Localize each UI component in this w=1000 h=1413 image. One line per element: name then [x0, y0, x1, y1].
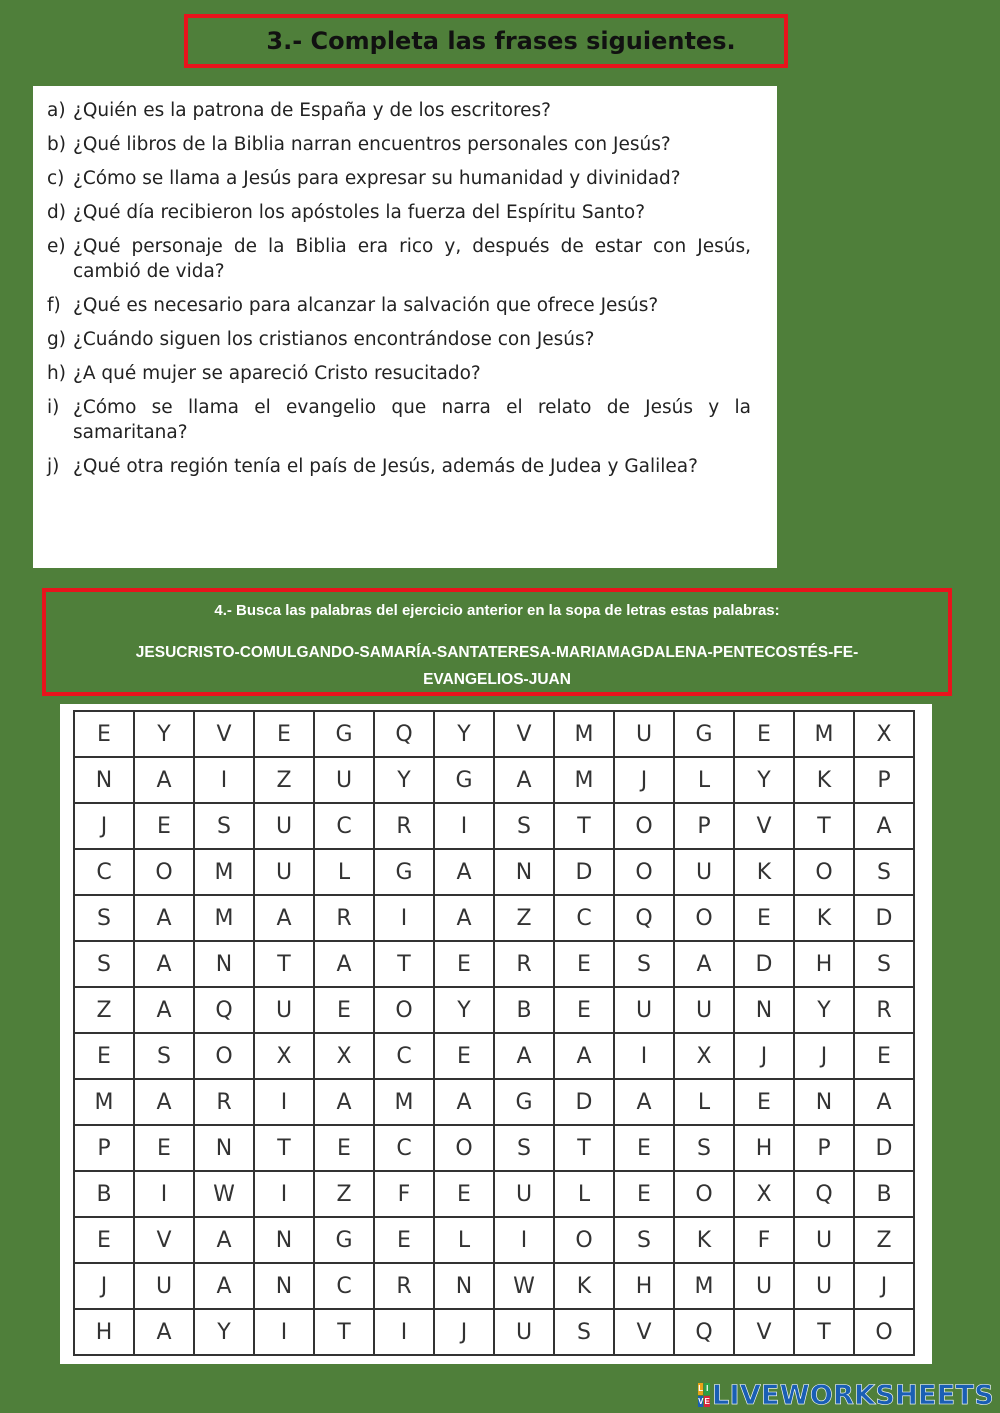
logo-mark-letter: V — [698, 1396, 704, 1406]
grid-cell[interactable]: A — [434, 895, 494, 941]
grid-cell[interactable]: I — [254, 1171, 314, 1217]
grid-cell[interactable]: J — [614, 757, 674, 803]
grid-cell[interactable]: T — [794, 803, 854, 849]
grid-cell[interactable]: W — [494, 1263, 554, 1309]
grid-cell[interactable]: S — [134, 1033, 194, 1079]
grid-cell[interactable]: O — [134, 849, 194, 895]
grid-cell[interactable]: E — [734, 1079, 794, 1125]
question-letter: h) — [47, 363, 66, 384]
grid-row — [74, 1217, 914, 1263]
grid-cell[interactable]: U — [314, 757, 374, 803]
grid-row — [74, 1263, 914, 1309]
grid-cell[interactable]: R — [374, 1263, 434, 1309]
grid-cell[interactable]: C — [374, 1033, 434, 1079]
grid-cell[interactable]: Y — [134, 711, 194, 757]
grid-cell[interactable]: A — [314, 1079, 374, 1125]
grid-cell[interactable]: N — [194, 1125, 254, 1171]
question-letter: c) — [47, 168, 65, 189]
grid-cell[interactable]: C — [314, 803, 374, 849]
question-item — [47, 98, 751, 123]
grid-cell[interactable]: L — [674, 757, 734, 803]
grid-cell[interactable]: E — [434, 1171, 494, 1217]
grid-cell[interactable]: E — [74, 1217, 134, 1263]
grid-cell[interactable]: V — [194, 711, 254, 757]
question-text: ¿Quién es la patrona de España y de los escritores? — [73, 100, 552, 121]
grid-cell[interactable]: V — [734, 803, 794, 849]
grid-cell[interactable]: T — [314, 1309, 374, 1355]
grid-cell[interactable]: G — [314, 1217, 374, 1263]
grid-cell[interactable]: K — [554, 1263, 614, 1309]
question-letter: a) — [47, 100, 66, 121]
grid-cell[interactable]: E — [854, 1033, 914, 1079]
grid-cell[interactable]: E — [554, 987, 614, 1033]
grid-cell[interactable]: T — [254, 1125, 314, 1171]
grid-cell[interactable]: Q — [194, 987, 254, 1033]
grid-cell[interactable]: L — [554, 1171, 614, 1217]
grid-cell[interactable]: E — [314, 1125, 374, 1171]
question-text: ¿Qué otra región tenía el país de Jesús, además de Judea y Galilea? — [73, 456, 698, 477]
grid-cell[interactable]: A — [134, 757, 194, 803]
grid-cell[interactable]: X — [734, 1171, 794, 1217]
grid-cell[interactable]: T — [554, 803, 614, 849]
question-letter: i) — [47, 397, 60, 418]
grid-cell[interactable]: U — [614, 711, 674, 757]
question-item — [47, 132, 751, 157]
grid-row — [74, 803, 914, 849]
word-search-grid — [73, 710, 915, 1356]
grid-cell[interactable]: D — [854, 895, 914, 941]
grid-cell[interactable]: E — [734, 895, 794, 941]
question-letter: j) — [47, 456, 60, 477]
grid-cell[interactable]: U — [734, 1263, 794, 1309]
grid-cell[interactable]: I — [374, 895, 434, 941]
grid-cell[interactable]: V — [614, 1309, 674, 1355]
grid-cell[interactable]: R — [314, 895, 374, 941]
grid-cell[interactable]: U — [254, 987, 314, 1033]
grid-cell[interactable]: D — [554, 849, 614, 895]
grid-cell[interactable]: N — [194, 941, 254, 987]
grid-cell[interactable]: Y — [374, 757, 434, 803]
grid-row — [74, 1125, 914, 1171]
grid-cell[interactable]: E — [614, 1125, 674, 1171]
grid-cell[interactable]: P — [854, 757, 914, 803]
grid-cell[interactable]: I — [614, 1033, 674, 1079]
grid-cell[interactable]: K — [734, 849, 794, 895]
question-text: ¿Qué personaje de la Biblia era rico y, después de estar con Jesús, cambió de vida? — [73, 236, 751, 282]
grid-row — [74, 1309, 914, 1355]
grid-cell[interactable]: U — [614, 987, 674, 1033]
grid-cell[interactable]: G — [314, 711, 374, 757]
grid-cell[interactable]: J — [794, 1033, 854, 1079]
grid-cell[interactable]: T — [254, 941, 314, 987]
question-letter: d) — [47, 202, 66, 223]
grid-cell[interactable]: K — [674, 1217, 734, 1263]
question-letter: g) — [47, 329, 66, 350]
grid-cell[interactable]: S — [854, 849, 914, 895]
exercise4-instruction: 4.- Busca las palabras del ejercicio anterior en la sopa de letras estas palabras: — [214, 602, 780, 619]
grid-cell[interactable]: Y — [734, 757, 794, 803]
grid-cell[interactable]: R — [494, 941, 554, 987]
grid-cell[interactable]: C — [314, 1263, 374, 1309]
grid-cell[interactable]: A — [134, 987, 194, 1033]
grid-cell[interactable]: H — [794, 941, 854, 987]
question-text: ¿Cómo se llama el evangelio que narra el relato de Jesús y la samaritana? — [73, 397, 751, 443]
grid-cell[interactable]: M — [674, 1263, 734, 1309]
grid-cell[interactable]: Z — [74, 987, 134, 1033]
grid-cell[interactable]: A — [554, 1033, 614, 1079]
grid-cell[interactable]: F — [734, 1217, 794, 1263]
grid-cell[interactable]: U — [674, 849, 734, 895]
grid-row — [74, 757, 914, 803]
grid-cell[interactable]: T — [794, 1309, 854, 1355]
grid-cell[interactable]: V — [134, 1217, 194, 1263]
grid-cell[interactable]: P — [74, 1125, 134, 1171]
grid-cell[interactable]: Y — [194, 1309, 254, 1355]
grid-row — [74, 895, 914, 941]
grid-cell[interactable]: B — [494, 987, 554, 1033]
exercise4-word-list: JESUCRISTO-COMULGANDO-SAMARÍA-SANTATERESA-MARIAMAGDALENA-PENTECOSTÉS-FE-EVANGELIOS-JUAN — [135, 644, 859, 688]
grid-cell[interactable]: G — [674, 711, 734, 757]
grid-cell[interactable]: W — [194, 1171, 254, 1217]
grid-row — [74, 1079, 914, 1125]
grid-cell[interactable]: M — [794, 711, 854, 757]
grid-cell[interactable]: V — [734, 1309, 794, 1355]
grid-cell[interactable]: O — [374, 987, 434, 1033]
exercise3-title: 3.- Completa las frases siguientes. — [266, 27, 736, 55]
grid-cell[interactable]: E — [554, 941, 614, 987]
grid-cell[interactable]: P — [794, 1125, 854, 1171]
grid-cell[interactable]: B — [74, 1171, 134, 1217]
grid-cell[interactable]: A — [134, 895, 194, 941]
logo-mark-letter: E — [704, 1396, 710, 1406]
grid-cell[interactable]: U — [794, 1263, 854, 1309]
grid-cell[interactable]: N — [494, 849, 554, 895]
grid-cell[interactable]: P — [674, 803, 734, 849]
grid-cell[interactable]: R — [854, 987, 914, 1033]
grid-cell[interactable]: N — [734, 987, 794, 1033]
grid-cell[interactable]: B — [854, 1171, 914, 1217]
grid-cell[interactable]: J — [74, 803, 134, 849]
grid-cell[interactable]: A — [494, 757, 554, 803]
grid-cell[interactable]: Z — [854, 1217, 914, 1263]
grid-row — [74, 987, 914, 1033]
grid-cell[interactable]: E — [254, 711, 314, 757]
question-letter: e) — [47, 236, 66, 257]
grid-cell[interactable]: A — [134, 1309, 194, 1355]
grid-cell[interactable]: E — [74, 1033, 134, 1079]
grid-cell[interactable]: A — [614, 1079, 674, 1125]
grid-cell[interactable]: E — [734, 711, 794, 757]
question-letter: f) — [47, 295, 61, 316]
question-text: ¿A qué mujer se apareció Cristo resucitado? — [73, 363, 481, 384]
grid-cell[interactable]: U — [134, 1263, 194, 1309]
grid-cell[interactable]: R — [194, 1079, 254, 1125]
grid-cell[interactable]: U — [674, 987, 734, 1033]
grid-cell[interactable]: U — [254, 849, 314, 895]
grid-cell[interactable]: G — [374, 849, 434, 895]
question-text: ¿Qué es necesario para alcanzar la salvación que ofrece Jesús? — [73, 295, 659, 316]
grid-cell[interactable]: G — [494, 1079, 554, 1125]
grid-cell[interactable]: D — [854, 1125, 914, 1171]
grid-cell[interactable]: R — [374, 803, 434, 849]
grid-cell[interactable]: K — [794, 895, 854, 941]
grid-cell[interactable]: A — [674, 941, 734, 987]
grid-cell[interactable]: C — [554, 895, 614, 941]
question-text: ¿Cuándo siguen los cristianos encontrándose con Jesús? — [73, 329, 595, 350]
grid-cell[interactable]: Q — [374, 711, 434, 757]
grid-cell[interactable]: X — [254, 1033, 314, 1079]
grid-cell[interactable]: I — [254, 1309, 314, 1355]
grid-cell[interactable]: M — [554, 711, 614, 757]
grid-cell[interactable]: A — [854, 803, 914, 849]
grid-cell[interactable]: L — [674, 1079, 734, 1125]
grid-cell[interactable]: S — [494, 803, 554, 849]
grid-cell[interactable]: Y — [794, 987, 854, 1033]
grid-cell[interactable]: C — [74, 849, 134, 895]
grid-cell[interactable]: N — [434, 1263, 494, 1309]
grid-cell[interactable]: S — [674, 1125, 734, 1171]
grid-cell[interactable]: I — [494, 1217, 554, 1263]
grid-cell[interactable]: S — [854, 941, 914, 987]
grid-cell[interactable]: E — [74, 711, 134, 757]
grid-cell[interactable]: O — [614, 803, 674, 849]
grid-cell[interactable]: M — [194, 895, 254, 941]
grid-cell[interactable]: N — [254, 1217, 314, 1263]
grid-cell[interactable]: C — [374, 1125, 434, 1171]
grid-cell[interactable]: I — [374, 1309, 434, 1355]
grid-cell[interactable]: J — [74, 1263, 134, 1309]
grid-cell[interactable]: E — [614, 1171, 674, 1217]
grid-cell[interactable]: T — [554, 1125, 614, 1171]
grid-cell[interactable]: I — [134, 1171, 194, 1217]
question-item — [47, 234, 751, 284]
grid-cell[interactable]: A — [494, 1033, 554, 1079]
question-text: ¿Qué libros de la Biblia narran encuentros personales con Jesús? — [73, 134, 671, 155]
grid-row — [74, 849, 914, 895]
logo-mark-letter: L — [698, 1384, 704, 1394]
grid-cell[interactable]: A — [134, 1079, 194, 1125]
grid-cell[interactable]: Q — [614, 895, 674, 941]
grid-cell[interactable]: O — [554, 1217, 614, 1263]
grid-cell[interactable]: A — [434, 849, 494, 895]
question-item — [47, 166, 751, 191]
grid-cell[interactable]: A — [314, 941, 374, 987]
grid-cell[interactable]: O — [434, 1125, 494, 1171]
grid-cell[interactable]: S — [194, 803, 254, 849]
grid-row — [74, 711, 914, 757]
logo-mark-letter: I — [706, 1384, 709, 1394]
grid-cell[interactable]: M — [194, 849, 254, 895]
grid-cell[interactable]: O — [674, 1171, 734, 1217]
grid-cell[interactable]: O — [674, 895, 734, 941]
grid-cell[interactable]: M — [374, 1079, 434, 1125]
logo-text: LIVEWORKSHEETS — [711, 1379, 994, 1411]
grid-cell[interactable]: O — [194, 1033, 254, 1079]
grid-cell[interactable]: E — [434, 941, 494, 987]
grid-cell[interactable]: K — [794, 757, 854, 803]
grid-cell[interactable]: Z — [254, 757, 314, 803]
grid-cell[interactable]: L — [314, 849, 374, 895]
grid-cell[interactable]: J — [734, 1033, 794, 1079]
grid-cell[interactable]: O — [794, 849, 854, 895]
grid-cell[interactable]: S — [554, 1309, 614, 1355]
grid-cell[interactable]: H — [734, 1125, 794, 1171]
grid-cell[interactable]: E — [134, 1125, 194, 1171]
grid-cell[interactable]: X — [854, 711, 914, 757]
grid-cell[interactable]: U — [254, 803, 314, 849]
question-item — [47, 395, 751, 445]
question-item — [47, 454, 751, 479]
grid-cell[interactable]: V — [494, 711, 554, 757]
question-item — [47, 327, 751, 352]
grid-cell[interactable]: I — [254, 1079, 314, 1125]
question-item — [47, 200, 751, 225]
grid-cell[interactable]: O — [854, 1309, 914, 1355]
grid-cell[interactable]: Q — [794, 1171, 854, 1217]
grid-cell[interactable]: N — [254, 1263, 314, 1309]
grid-cell[interactable]: U — [794, 1217, 854, 1263]
grid-cell[interactable]: I — [434, 803, 494, 849]
grid-cell[interactable]: E — [134, 803, 194, 849]
grid-cell[interactable]: Q — [674, 1309, 734, 1355]
grid-cell[interactable]: A — [134, 941, 194, 987]
grid-cell[interactable]: S — [74, 941, 134, 987]
grid-cell[interactable]: N — [794, 1079, 854, 1125]
question-letter: b) — [47, 134, 66, 155]
grid-cell[interactable]: M — [74, 1079, 134, 1125]
grid-cell[interactable]: A — [254, 895, 314, 941]
liveworksheets-logo — [698, 1380, 994, 1410]
grid-cell[interactable]: L — [434, 1217, 494, 1263]
grid-row — [74, 1171, 914, 1217]
grid-cell[interactable]: S — [614, 941, 674, 987]
grid-cell[interactable]: Y — [434, 987, 494, 1033]
question-text: ¿Qué día recibieron los apóstoles la fuerza del Espíritu Santo? — [73, 202, 646, 223]
grid-cell[interactable]: J — [434, 1309, 494, 1355]
grid-cell[interactable]: J — [854, 1263, 914, 1309]
question-item — [47, 361, 751, 386]
grid-cell[interactable]: T — [374, 941, 434, 987]
grid-cell[interactable]: H — [614, 1263, 674, 1309]
grid-cell[interactable]: S — [74, 895, 134, 941]
exercise3-title-box — [184, 14, 788, 68]
grid-cell[interactable]: Y — [434, 711, 494, 757]
grid-cell[interactable]: G — [434, 757, 494, 803]
grid-cell[interactable]: A — [194, 1263, 254, 1309]
grid-cell[interactable]: Z — [494, 895, 554, 941]
grid-cell[interactable]: A — [434, 1079, 494, 1125]
grid-cell[interactable]: A — [854, 1079, 914, 1125]
word-search-panel — [60, 704, 932, 1364]
grid-cell[interactable]: E — [374, 1217, 434, 1263]
grid-cell[interactable]: M — [554, 757, 614, 803]
grid-cell[interactable]: H — [74, 1309, 134, 1355]
grid-cell[interactable]: Z — [314, 1171, 374, 1217]
grid-cell[interactable]: S — [614, 1217, 674, 1263]
grid-cell[interactable]: X — [314, 1033, 374, 1079]
question-item — [47, 293, 751, 318]
grid-cell[interactable]: A — [194, 1217, 254, 1263]
logo-mark-icon — [698, 1383, 710, 1407]
grid-cell[interactable]: E — [434, 1033, 494, 1079]
grid-cell[interactable]: U — [494, 1309, 554, 1355]
grid-cell[interactable]: U — [494, 1171, 554, 1217]
grid-cell[interactable]: D — [554, 1079, 614, 1125]
grid-cell[interactable]: N — [74, 757, 134, 803]
grid-cell[interactable]: O — [614, 849, 674, 895]
grid-cell[interactable]: F — [374, 1171, 434, 1217]
grid-cell[interactable]: E — [314, 987, 374, 1033]
grid-row — [74, 1033, 914, 1079]
question-text: ¿Cómo se llama a Jesús para expresar su humanidad y divinidad? — [73, 168, 681, 189]
questions-panel — [33, 86, 777, 568]
grid-cell[interactable]: S — [494, 1125, 554, 1171]
exercise4-box — [42, 588, 952, 696]
grid-cell[interactable]: D — [734, 941, 794, 987]
grid-cell[interactable]: X — [674, 1033, 734, 1079]
grid-row — [74, 941, 914, 987]
grid-cell[interactable]: I — [194, 757, 254, 803]
